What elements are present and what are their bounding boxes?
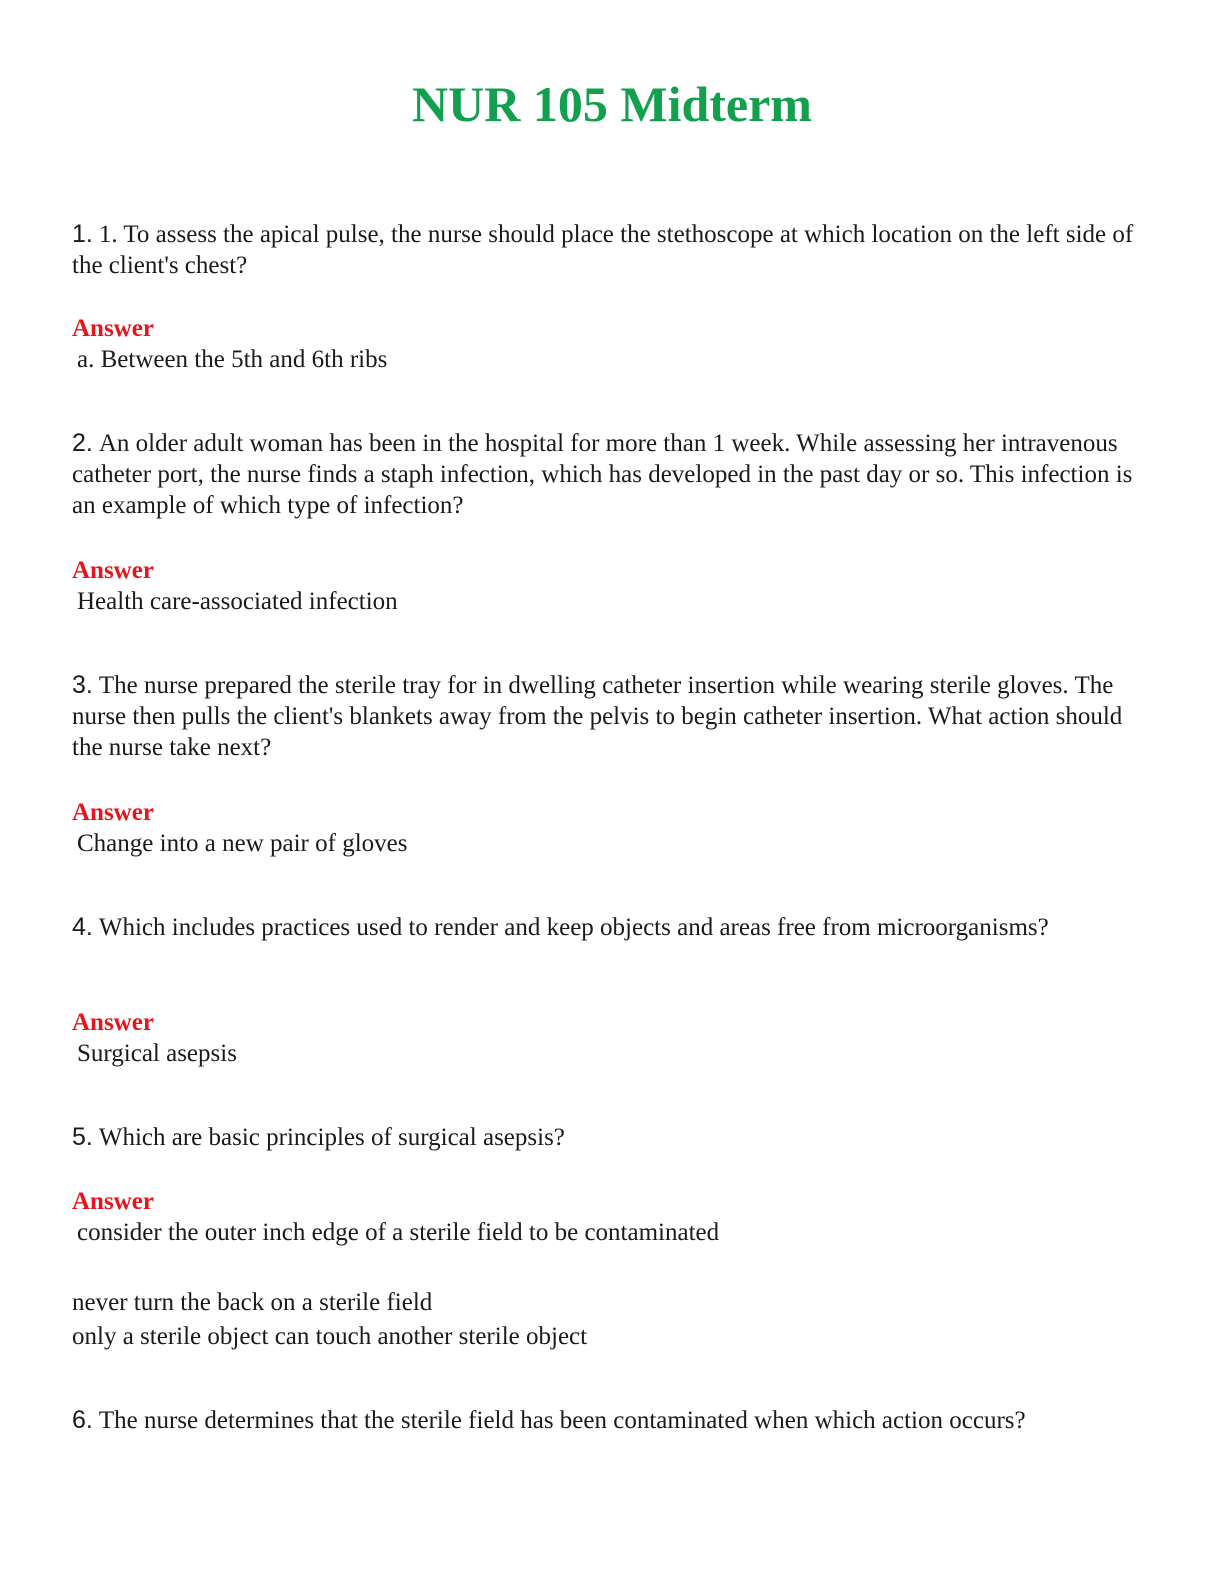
- question-block-3: [72, 670, 1152, 763]
- question-text-5: [72, 1122, 1152, 1153]
- question-number-2: 2.: [72, 429, 93, 457]
- answer-text-5: consider the outer inch edge of a sterile field to be contaminated: [77, 1219, 720, 1246]
- question-block-4: [72, 912, 1152, 943]
- answer-label-3: Answer: [72, 799, 154, 826]
- question-number-4: 4.: [72, 913, 93, 941]
- question-body-4: Which includes practices used to render and keep objects and areas free from microorganisms?: [98, 914, 1049, 941]
- answer-block-3: [72, 797, 1152, 859]
- answer-label-5: Answer: [72, 1188, 154, 1215]
- answer-extra-line: only a sterile object can touch another sterile object: [72, 1323, 588, 1350]
- question-body-1: 1. To assess the apical pulse, the nurse should place the stethoscope at which location on the left side of the client's chest?: [72, 221, 1134, 279]
- question-number-6: 6.: [72, 1406, 93, 1434]
- question-number-1: 1.: [72, 220, 93, 248]
- question-block-5: [72, 1122, 1152, 1153]
- answer-label-1: Answer: [72, 315, 154, 342]
- answer-label-4: Answer: [72, 1009, 154, 1036]
- question-block-2: [72, 428, 1152, 521]
- question-body-3: The nurse prepared the sterile tray for in dwelling catheter insertion while wearing sterile gloves. The nurse then pulls the client's blankets away from the pelvis to begin catheter insertion. What action should the nurse take next?: [72, 672, 1123, 761]
- answer-block-1: [72, 313, 1152, 375]
- answer-block-2: [72, 555, 1152, 617]
- question-block-1: [72, 219, 1152, 281]
- answer-extra-block-5: [72, 1286, 1152, 1354]
- question-text-2: [72, 428, 1152, 521]
- answer-block-4: [72, 1007, 1152, 1069]
- answer-text-1: a. Between the 5th and 6th ribs: [77, 346, 388, 373]
- answer-extra-line: never turn the back on a sterile field: [72, 1289, 433, 1316]
- answer-block-5: [72, 1186, 1152, 1248]
- answer-text-4: Surgical asepsis: [77, 1040, 237, 1067]
- page-title: NUR 105 Midterm: [412, 76, 812, 132]
- question-body-2: An older adult woman has been in the hospital for more than 1 week. While assessing her intravenous catheter port, the nurse finds a staph infection, which has developed in the past day or so. This infection is an example of which type of infection?: [72, 430, 1133, 519]
- answer-label-2: Answer: [72, 557, 154, 584]
- question-number-3: 3.: [72, 671, 93, 699]
- question-body-5: Which are basic principles of surgical asepsis?: [98, 1124, 565, 1151]
- question-body-6: The nurse determines that the sterile field has been contaminated when which action occurs?: [98, 1407, 1026, 1434]
- question-block-6: [72, 1405, 1152, 1436]
- question-text-4: [72, 912, 1152, 943]
- question-text-6: [72, 1405, 1152, 1436]
- answer-text-2: Health care-associated infection: [77, 588, 398, 615]
- answer-text-3: Change into a new pair of gloves: [77, 830, 408, 857]
- question-text-1: [72, 219, 1152, 281]
- question-number-5: 5.: [72, 1123, 93, 1151]
- question-text-3: [72, 670, 1152, 763]
